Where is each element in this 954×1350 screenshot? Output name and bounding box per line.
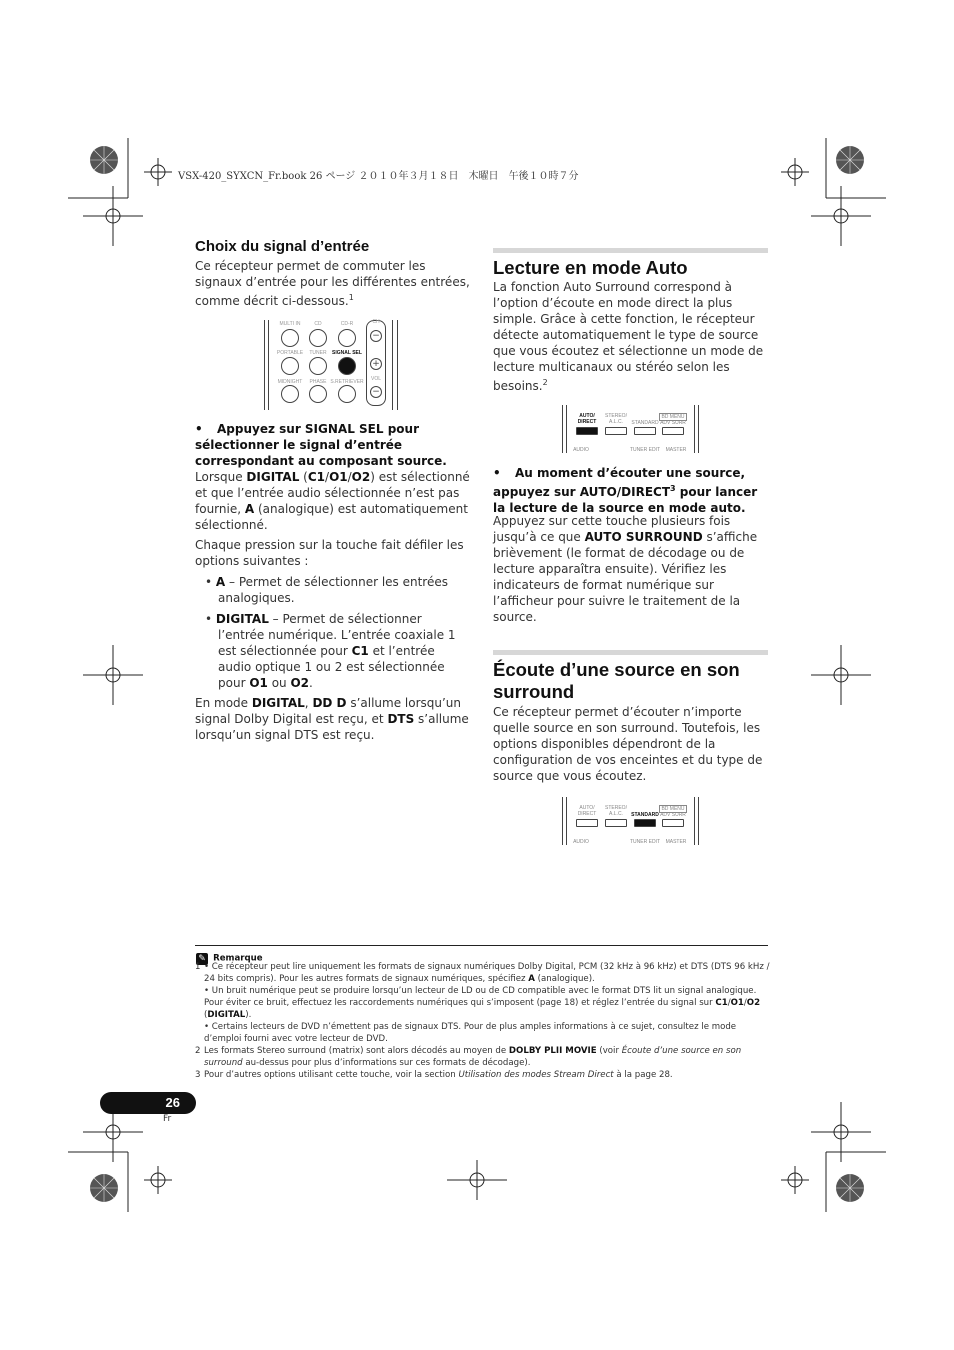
instruction-bullet-signal-sel: • Appuyez sur SIGNAL SEL pour sélectionner le signal d’entrée correspondant au composant source. xyxy=(195,422,447,468)
phase-button[interactable] xyxy=(309,385,327,403)
stereo-alc-button[interactable] xyxy=(605,819,627,827)
page-number: 26 xyxy=(100,1092,196,1114)
notes-rule xyxy=(195,945,768,946)
footnotes xyxy=(195,961,770,1081)
standard-button[interactable] xyxy=(634,427,656,435)
note-pencil-icon: ✎ xyxy=(196,953,208,965)
label-ch: CH xyxy=(372,319,380,325)
multi-in-button[interactable] xyxy=(281,329,299,347)
list-item-option-a: • A – Permet de sélectionner les entrées analogiques. xyxy=(205,575,448,605)
standard-button[interactable] xyxy=(634,819,656,827)
adv-surr-button[interactable] xyxy=(662,819,684,827)
label-phase: PHASE xyxy=(309,379,327,385)
label-bd-menu: BD MENU xyxy=(659,805,687,813)
label-adv-surr: ADV SURR xyxy=(660,812,686,818)
auto-direct-button[interactable] xyxy=(576,819,598,827)
remote-illustration xyxy=(264,320,400,410)
label-standard: STANDARD xyxy=(631,812,659,818)
label-audio: AUDIO xyxy=(573,839,589,845)
section-heading-input-signal: Choix du signal d’entrée xyxy=(195,238,370,255)
label-multi-in: MULTI IN xyxy=(279,321,301,327)
label-master: MASTER xyxy=(665,447,687,453)
intro-paragraph: Ce récepteur permet de commuter les signaux d’entrée pour les différentes entrées, comme décrit ci-dessous.$^1$ xyxy=(195,259,470,308)
paragraph-surround: Ce récepteur permet d’écouter n’importe quelle source en son surround. Toutefois, les options disponibles dépendront de la configuration de vos enceintes et du type de source que vous écoutez. xyxy=(493,705,763,783)
cd-r-button[interactable] xyxy=(338,329,356,347)
language-code: Fr xyxy=(163,1114,172,1124)
label-stereo-alc: STEREO/ A.L.C. xyxy=(605,413,627,425)
notes-header: ✎ Remarque xyxy=(196,948,263,967)
label-auto-direct: AUTO/ DIRECT xyxy=(577,805,597,817)
auto-direct-button[interactable] xyxy=(576,427,598,435)
label-stereo-alc: STEREO/ A.L.C. xyxy=(605,805,627,817)
section-divider-auto xyxy=(493,248,768,253)
list-item-option-digital: • DIGITAL – Permet de sélectionner l’entrée numérique. L’entrée coaxiale 1 est sélectionnée pour C1 et l’entrée audio optique 1 ou 2 est sélectionnée pour O1 ou O2. xyxy=(205,612,456,690)
paragraph-auto-surround-display: Appuyez sur cette touche plusieurs fois jusqu’à ce que AUTO SURROUND s’affiche brièvement (le format de décodage ou de lecture apparaîtra ensuite). Vérifiez les indicateurs de format numérique sur l’afficheur pour suivre le traitement de la source. xyxy=(493,514,758,624)
front-panel-illustration-standard xyxy=(562,797,700,845)
stereo-alc-button[interactable] xyxy=(605,427,627,435)
label-tuner-edit: TUNER EDIT xyxy=(630,839,660,845)
section-heading-auto: Lecture en mode Auto xyxy=(493,257,688,278)
footnote-1: 1 • Ce récepteur peut lire uniquement les formats de signaux numériques Dolby Digital, PCM (32 kHz à 96 kHz) et DTS (DTS 96 kHz / 24 bits compris). Pour les autres formats de signaux numériques, spécifiez A (analogique). • Un bruit numérique peut se produire lorsqu’un lecteur de LD ou de CD compatible avec le format DTS lit un signal analogique. Pour éviter ce bruit, effectuez les raccordements numériques qui s’imposent (page 18) et réglez l’entrée du signal sur C1/O1/O2 (DIGITAL). • Certains lecteurs de DVD n’émettent pas de signaux DTS. Pour de plus amples informations à ce sujet, consultez le mode d’emploi fourni avec votre lecteur de DVD. xyxy=(195,962,770,1044)
label-midnight: MIDNIGHT xyxy=(277,379,303,385)
cd-button[interactable] xyxy=(309,329,327,347)
front-panel-illustration-auto xyxy=(562,405,700,453)
footnote-2: 2 Les formats Stereo surround (matrix) sont alors décodés au moyen de DOLBY PLII MOVIE (voir Écoute d’une source en son surround au-dessus pour plus d’informations sur ces formats de décodage). xyxy=(195,1046,742,1068)
label-standard: STANDARD xyxy=(631,420,659,426)
s-retriever-button[interactable] xyxy=(338,385,356,403)
label-cd: CD xyxy=(314,321,322,327)
label-auto-direct: AUTO/ DIRECT xyxy=(577,413,597,425)
label-portable: PORTABLE xyxy=(276,350,304,356)
label-tuner: TUNER xyxy=(309,350,327,356)
label-bd-menu: BD MENU xyxy=(659,413,687,421)
label-master: MASTER xyxy=(665,839,687,845)
label-cd-r: CD-R xyxy=(340,321,354,327)
paragraph-digital-fallback: Lorsque DIGITAL (C1/O1/O2) est sélectionné et que l’entrée audio sélectionnée n’est pas fournie, A (analogique) est automatiquement sélectionné. xyxy=(195,470,470,532)
instruction-bullet-auto-direct: • Au moment d’écouter une source, appuyez sur AUTO/DIRECT$^3$ pour lancer la lecture de la source en mode auto. xyxy=(493,466,758,515)
paragraph-auto-surround: La fonction Auto Surround correspond à l’option d’écoute en mode direct la plus simple. Grâce à cette fonction, le récepteur détecte automatiquement le type de source que vous écoutez et sélectionne un mode de lecture multicanaux ou stéréo selon les besoins.$^2$ xyxy=(493,280,764,393)
vol-plus-button[interactable]: + xyxy=(370,358,382,370)
label-vol: VOL xyxy=(370,376,381,382)
label-audio: AUDIO xyxy=(573,447,589,453)
midnight-button[interactable] xyxy=(281,385,299,403)
paragraph-cycle-options: Chaque pression sur la touche fait défiler les options suivantes : xyxy=(195,538,464,568)
section-heading-surround: Écoute d’une source en son surround xyxy=(493,659,740,702)
vol-minus-button[interactable]: − xyxy=(370,386,382,398)
section-divider-surround xyxy=(493,650,768,655)
tuner-button[interactable] xyxy=(309,357,327,375)
label-tuner-edit: TUNER EDIT xyxy=(630,447,660,453)
print-header-line: VSX-420_SYXCN_Fr.book 26 ページ ２０１０年３月１８日 木曜日 午後１０時７分 xyxy=(178,171,579,182)
ch-minus-button[interactable]: − xyxy=(370,330,382,342)
label-signal-sel: SIGNAL SEL xyxy=(332,350,362,356)
portable-button[interactable] xyxy=(281,357,299,375)
paragraph-digital-indicators: En mode DIGITAL, DD D s’allume lorsqu’un signal Dolby Digital est reçu, et DTS s’allume lorsqu’un signal DTS est reçu. xyxy=(195,696,469,742)
footnote-3: 3 Pour d’autres options utilisant cette touche, voir la section Utilisation des modes Stream Direct à la page 28. xyxy=(195,1070,673,1080)
label-s-retriever: S.RETRIEVER xyxy=(330,379,364,385)
signal-sel-button[interactable] xyxy=(338,357,356,375)
label-adv-surr: ADV SURR xyxy=(660,420,686,426)
adv-surr-button[interactable] xyxy=(662,427,684,435)
